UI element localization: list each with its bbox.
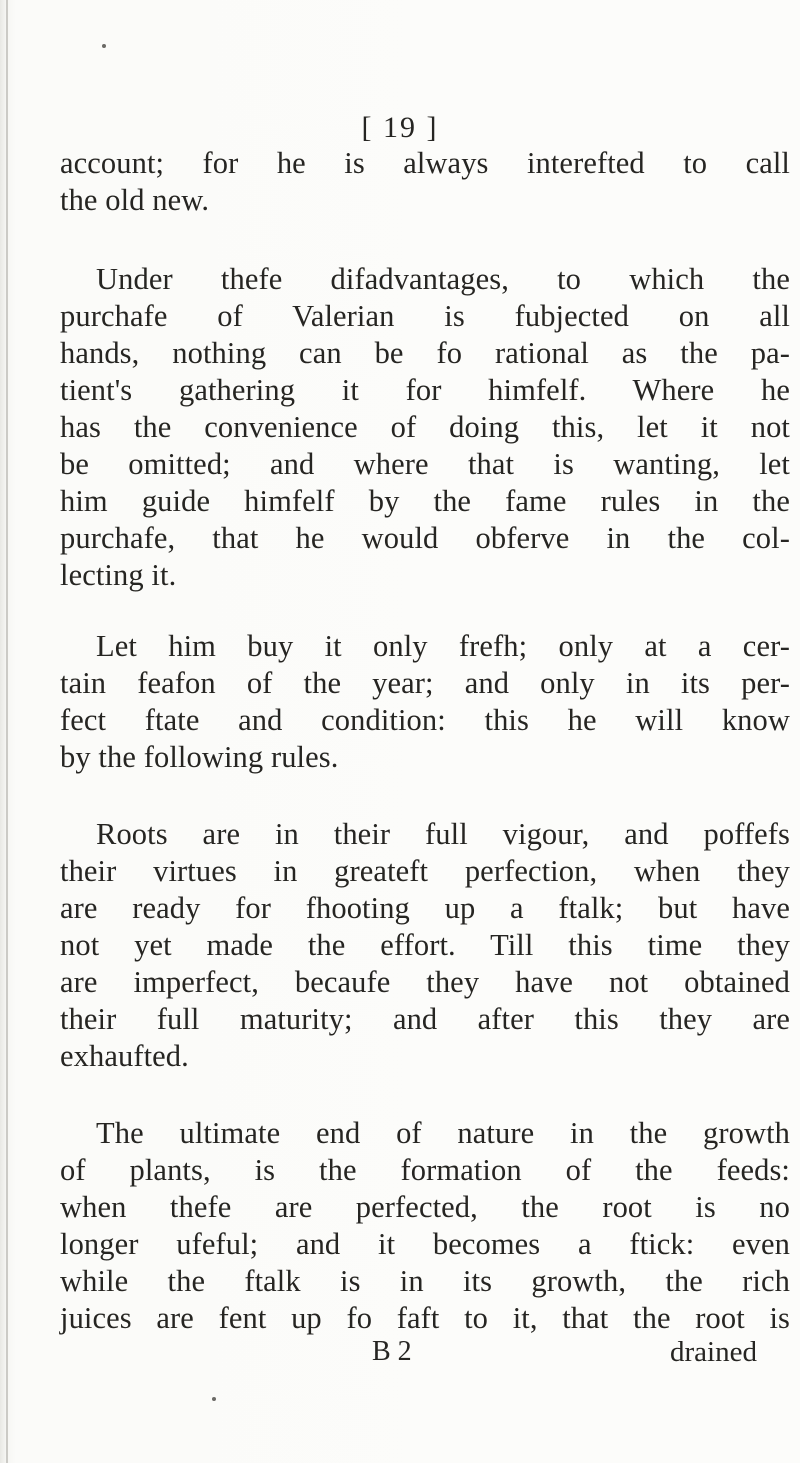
- text-line: him guide himfelf by the fame rules in the: [60, 484, 790, 518]
- text-line: by the following rules.: [60, 740, 339, 774]
- text-line: while the ftalk is in its growth, the rich: [60, 1264, 790, 1298]
- text-line: Let him buy it only frefh; only at a cer-: [96, 629, 790, 663]
- speck-mark: [102, 44, 106, 48]
- text-line: exhaufted.: [60, 1039, 189, 1073]
- page-number-header: [ 19 ]: [361, 111, 439, 144]
- catchword: drained: [670, 1336, 757, 1368]
- text-line: longer ufeful; and it becomes a ftick: even: [60, 1227, 790, 1261]
- signature-mark: B 2: [372, 1336, 412, 1367]
- text-line: hands, nothing can be fo rational as the pa-: [60, 336, 790, 370]
- text-line: has the convenience of doing this, let it not: [60, 410, 790, 444]
- text-line: be omitted; and where that is wanting, let: [60, 447, 790, 481]
- text-line: account; for he is always interefted to call: [60, 146, 790, 180]
- text-line: fect ftate and condition: this he will know: [60, 703, 790, 737]
- text-line: the old new.: [60, 183, 210, 217]
- text-line: are ready for fhooting up a ftalk; but have: [60, 891, 790, 925]
- text-line: tain feafon of the year; and only in its per-: [60, 666, 790, 700]
- text-line: of plants, is the formation of the feeds:: [60, 1153, 790, 1187]
- text-line: their full maturity; and after this they are: [60, 1002, 790, 1036]
- text-line: The ultimate end of nature in the growth: [96, 1116, 790, 1150]
- text-line: Roots are in their full vigour, and poffefs: [96, 817, 790, 851]
- text-line: not yet made the effort. Till this time they: [60, 928, 790, 962]
- text-line: when thefe are perfected, the root is no: [60, 1190, 790, 1224]
- text-line: tient's gathering it for himfelf. Where he: [60, 373, 790, 407]
- text-line: their virtues in greateft perfection, when they: [60, 854, 790, 888]
- text-line: Under thefe difadvantages, to which the: [96, 262, 790, 296]
- text-line: are imperfect, becaufe they have not obtained: [60, 965, 790, 999]
- speck-mark: [212, 1397, 216, 1401]
- page-edge: [6, 0, 8, 1463]
- text-line: purchafe, that he would obferve in the col-: [60, 521, 790, 555]
- text-line: juices are fent up fo faft to it, that the root is: [60, 1301, 790, 1335]
- text-line: purchafe of Valerian is fubjected on all: [60, 299, 790, 333]
- text-line: lecting it.: [60, 558, 177, 592]
